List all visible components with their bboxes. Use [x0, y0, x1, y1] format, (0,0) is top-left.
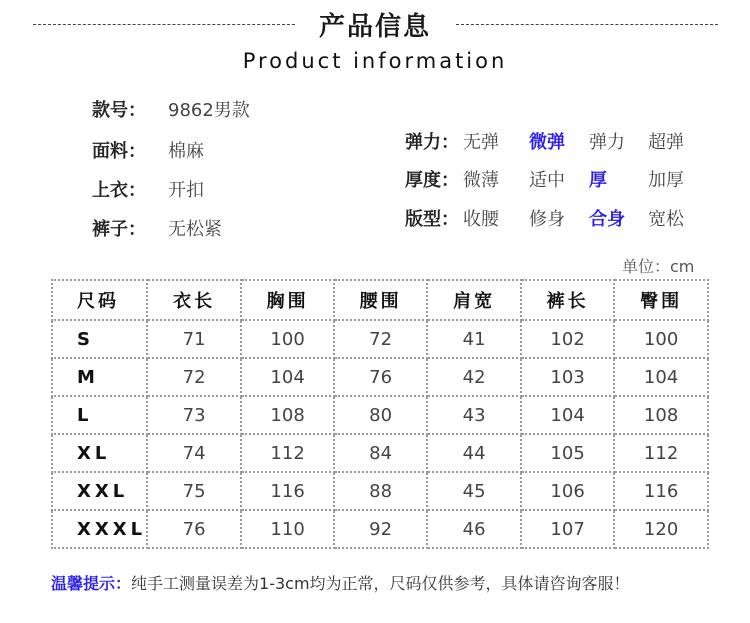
table-cell: 43 — [427, 396, 521, 434]
table-header-row — [52, 280, 708, 320]
table-cell: 72 — [147, 358, 241, 396]
table-row — [52, 358, 708, 396]
attr-option: 宽松 — [648, 209, 684, 230]
table-cell: 41 — [427, 320, 521, 358]
table-row — [52, 320, 708, 358]
size-cell: S — [52, 320, 147, 358]
attr-option-selected: 厚 — [589, 170, 607, 191]
table-cell: 76 — [334, 358, 427, 396]
attr-option: 超弹 — [648, 132, 684, 153]
table-cell: 103 — [521, 358, 614, 396]
attr-option: 修身 — [529, 209, 565, 230]
table-cell: 45 — [427, 472, 521, 510]
table-cell: 110 — [241, 510, 334, 548]
table-cell: 104 — [614, 358, 708, 396]
table-cell: 116 — [241, 472, 334, 510]
size-table — [51, 279, 709, 549]
table-cell: 108 — [614, 396, 708, 434]
measurement-tip — [51, 571, 630, 594]
table-cell: 102 — [521, 320, 614, 358]
table-row — [52, 472, 708, 510]
info-value: 棉麻 — [168, 141, 204, 162]
size-cell: XL — [52, 434, 147, 472]
table-cell: 80 — [334, 396, 427, 434]
table-row — [52, 396, 708, 434]
table-cell: 120 — [614, 510, 708, 548]
table-cell: 106 — [521, 472, 614, 510]
info-key: 面料： — [92, 141, 146, 162]
size-cell: XXL — [52, 472, 147, 510]
info-key: 款号： — [92, 100, 146, 121]
attr-option: 微薄 — [463, 170, 499, 191]
col-header-size: 尺码 — [52, 280, 147, 320]
page-subtitle: Product information — [242, 49, 508, 73]
attr-option: 弹力 — [589, 132, 625, 153]
col-header-waist: 腰围 — [334, 280, 427, 320]
table-cell: 71 — [147, 320, 241, 358]
col-header-chest: 胸围 — [241, 280, 334, 320]
table-cell: 100 — [241, 320, 334, 358]
info-value: 9862男款 — [168, 100, 250, 121]
table-row — [52, 434, 708, 472]
attr-key: 版型： — [405, 209, 459, 230]
col-header-shoulder: 肩宽 — [427, 280, 521, 320]
table-cell: 108 — [241, 396, 334, 434]
table-cell: 74 — [147, 434, 241, 472]
info-key: 裤子： — [92, 219, 146, 240]
table-cell: 44 — [427, 434, 521, 472]
table-cell: 75 — [147, 472, 241, 510]
size-cell: M — [52, 358, 147, 396]
info-value: 开扣 — [168, 180, 204, 201]
tip-label: 温馨提示： — [51, 574, 132, 593]
table-cell: 104 — [521, 396, 614, 434]
table-cell: 104 — [241, 358, 334, 396]
table-cell: 72 — [334, 320, 427, 358]
table-cell: 105 — [521, 434, 614, 472]
attr-option: 无弹 — [463, 132, 499, 153]
page-title: 产品信息 — [318, 12, 431, 42]
col-header-hip: 臀围 — [614, 280, 708, 320]
attr-option: 适中 — [529, 170, 565, 191]
tip-text: 纯手工测量误差为1-3cm均为正常，尺码仅供参考，具体请咨询客服！ — [131, 574, 630, 593]
attr-option: 收腰 — [463, 209, 499, 230]
table-cell: 46 — [427, 510, 521, 548]
size-cell: L — [52, 396, 147, 434]
table-row — [52, 510, 708, 548]
table-cell: 112 — [241, 434, 334, 472]
table-cell: 116 — [614, 472, 708, 510]
table-cell: 112 — [614, 434, 708, 472]
attr-option-selected: 微弹 — [529, 132, 565, 153]
table-cell: 88 — [334, 472, 427, 510]
unit-label: 单位：cm — [622, 257, 695, 276]
attr-option-selected: 合身 — [589, 209, 625, 230]
info-key: 上衣： — [92, 180, 146, 201]
info-value: 无松紧 — [168, 219, 222, 240]
table-cell: 42 — [427, 358, 521, 396]
table-cell: 92 — [334, 510, 427, 548]
table-cell: 84 — [334, 434, 427, 472]
table-cell: 100 — [614, 320, 708, 358]
table-cell: 107 — [521, 510, 614, 548]
size-cell: XXXL — [52, 510, 147, 548]
attr-option: 加厚 — [648, 170, 684, 191]
col-header-length: 衣长 — [147, 280, 241, 320]
attr-key: 弹力： — [405, 132, 459, 153]
attr-key: 厚度： — [405, 170, 459, 191]
table-cell: 76 — [147, 510, 241, 548]
table-cell: 73 — [147, 396, 241, 434]
col-header-pants-length: 裤长 — [521, 280, 614, 320]
